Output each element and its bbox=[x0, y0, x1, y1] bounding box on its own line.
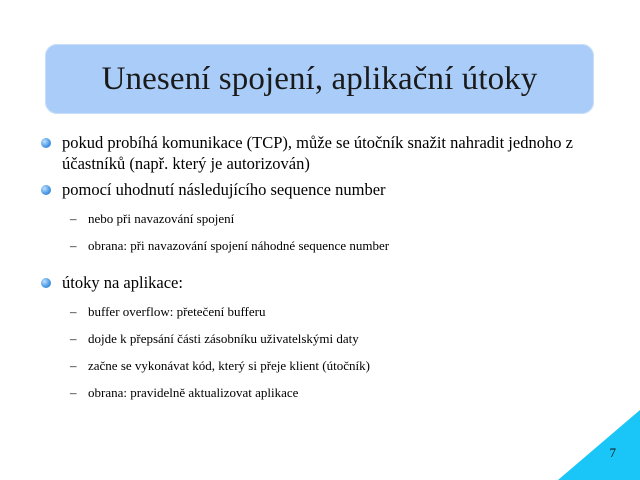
sub-bullet-text: začne se vykonávat kód, který si přeje klient (útočník) bbox=[88, 358, 370, 373]
sub-bullet-item bbox=[40, 330, 610, 347]
slide-content bbox=[40, 132, 610, 411]
bullet-dot-icon bbox=[41, 138, 51, 148]
title-banner bbox=[45, 44, 594, 114]
sub-bullet-text: nebo při navazování spojení bbox=[88, 211, 235, 226]
bullet-dot-icon bbox=[41, 185, 51, 195]
dash-icon: – bbox=[70, 304, 77, 319]
sub-bullet-item bbox=[40, 357, 610, 374]
sub-bullet-text: buffer overflow: přetečení bufferu bbox=[88, 304, 266, 319]
bullet-item bbox=[40, 132, 610, 174]
page-number: 7 bbox=[609, 445, 616, 460]
bullet-text: pomocí uhodnutí následujícího sequence number bbox=[62, 180, 386, 199]
bullet-item bbox=[40, 179, 610, 200]
dash-icon: – bbox=[70, 211, 77, 226]
bullet-text: pokud probíhá komunikace (TCP), může se útočník snažit nahradit jednoho z účastníků (např. který je autorizován) bbox=[62, 133, 573, 173]
dash-icon: – bbox=[70, 358, 77, 373]
corner-decoration bbox=[558, 410, 640, 480]
sub-bullet-text: dojde k přepsání části zásobníku uživatelskými daty bbox=[88, 331, 359, 346]
bullet-dot-icon bbox=[41, 278, 51, 288]
sub-bullet-text: obrana: pravidelně aktualizovat aplikace bbox=[88, 385, 299, 400]
sub-bullet-item bbox=[40, 210, 610, 227]
slide-title: Unesení spojení, aplikační útoky bbox=[101, 60, 538, 97]
dash-icon: – bbox=[70, 385, 77, 400]
sub-bullet-item bbox=[40, 384, 610, 401]
sub-bullet-item bbox=[40, 303, 610, 320]
sub-bullet-text: obrana: při navazování spojení náhodné sequence number bbox=[88, 238, 390, 253]
bullet-item bbox=[40, 272, 610, 293]
sub-bullet-item bbox=[40, 237, 610, 254]
bullet-text: útoky na aplikace: bbox=[62, 273, 183, 292]
dash-icon: – bbox=[70, 238, 77, 253]
dash-icon: – bbox=[70, 331, 77, 346]
